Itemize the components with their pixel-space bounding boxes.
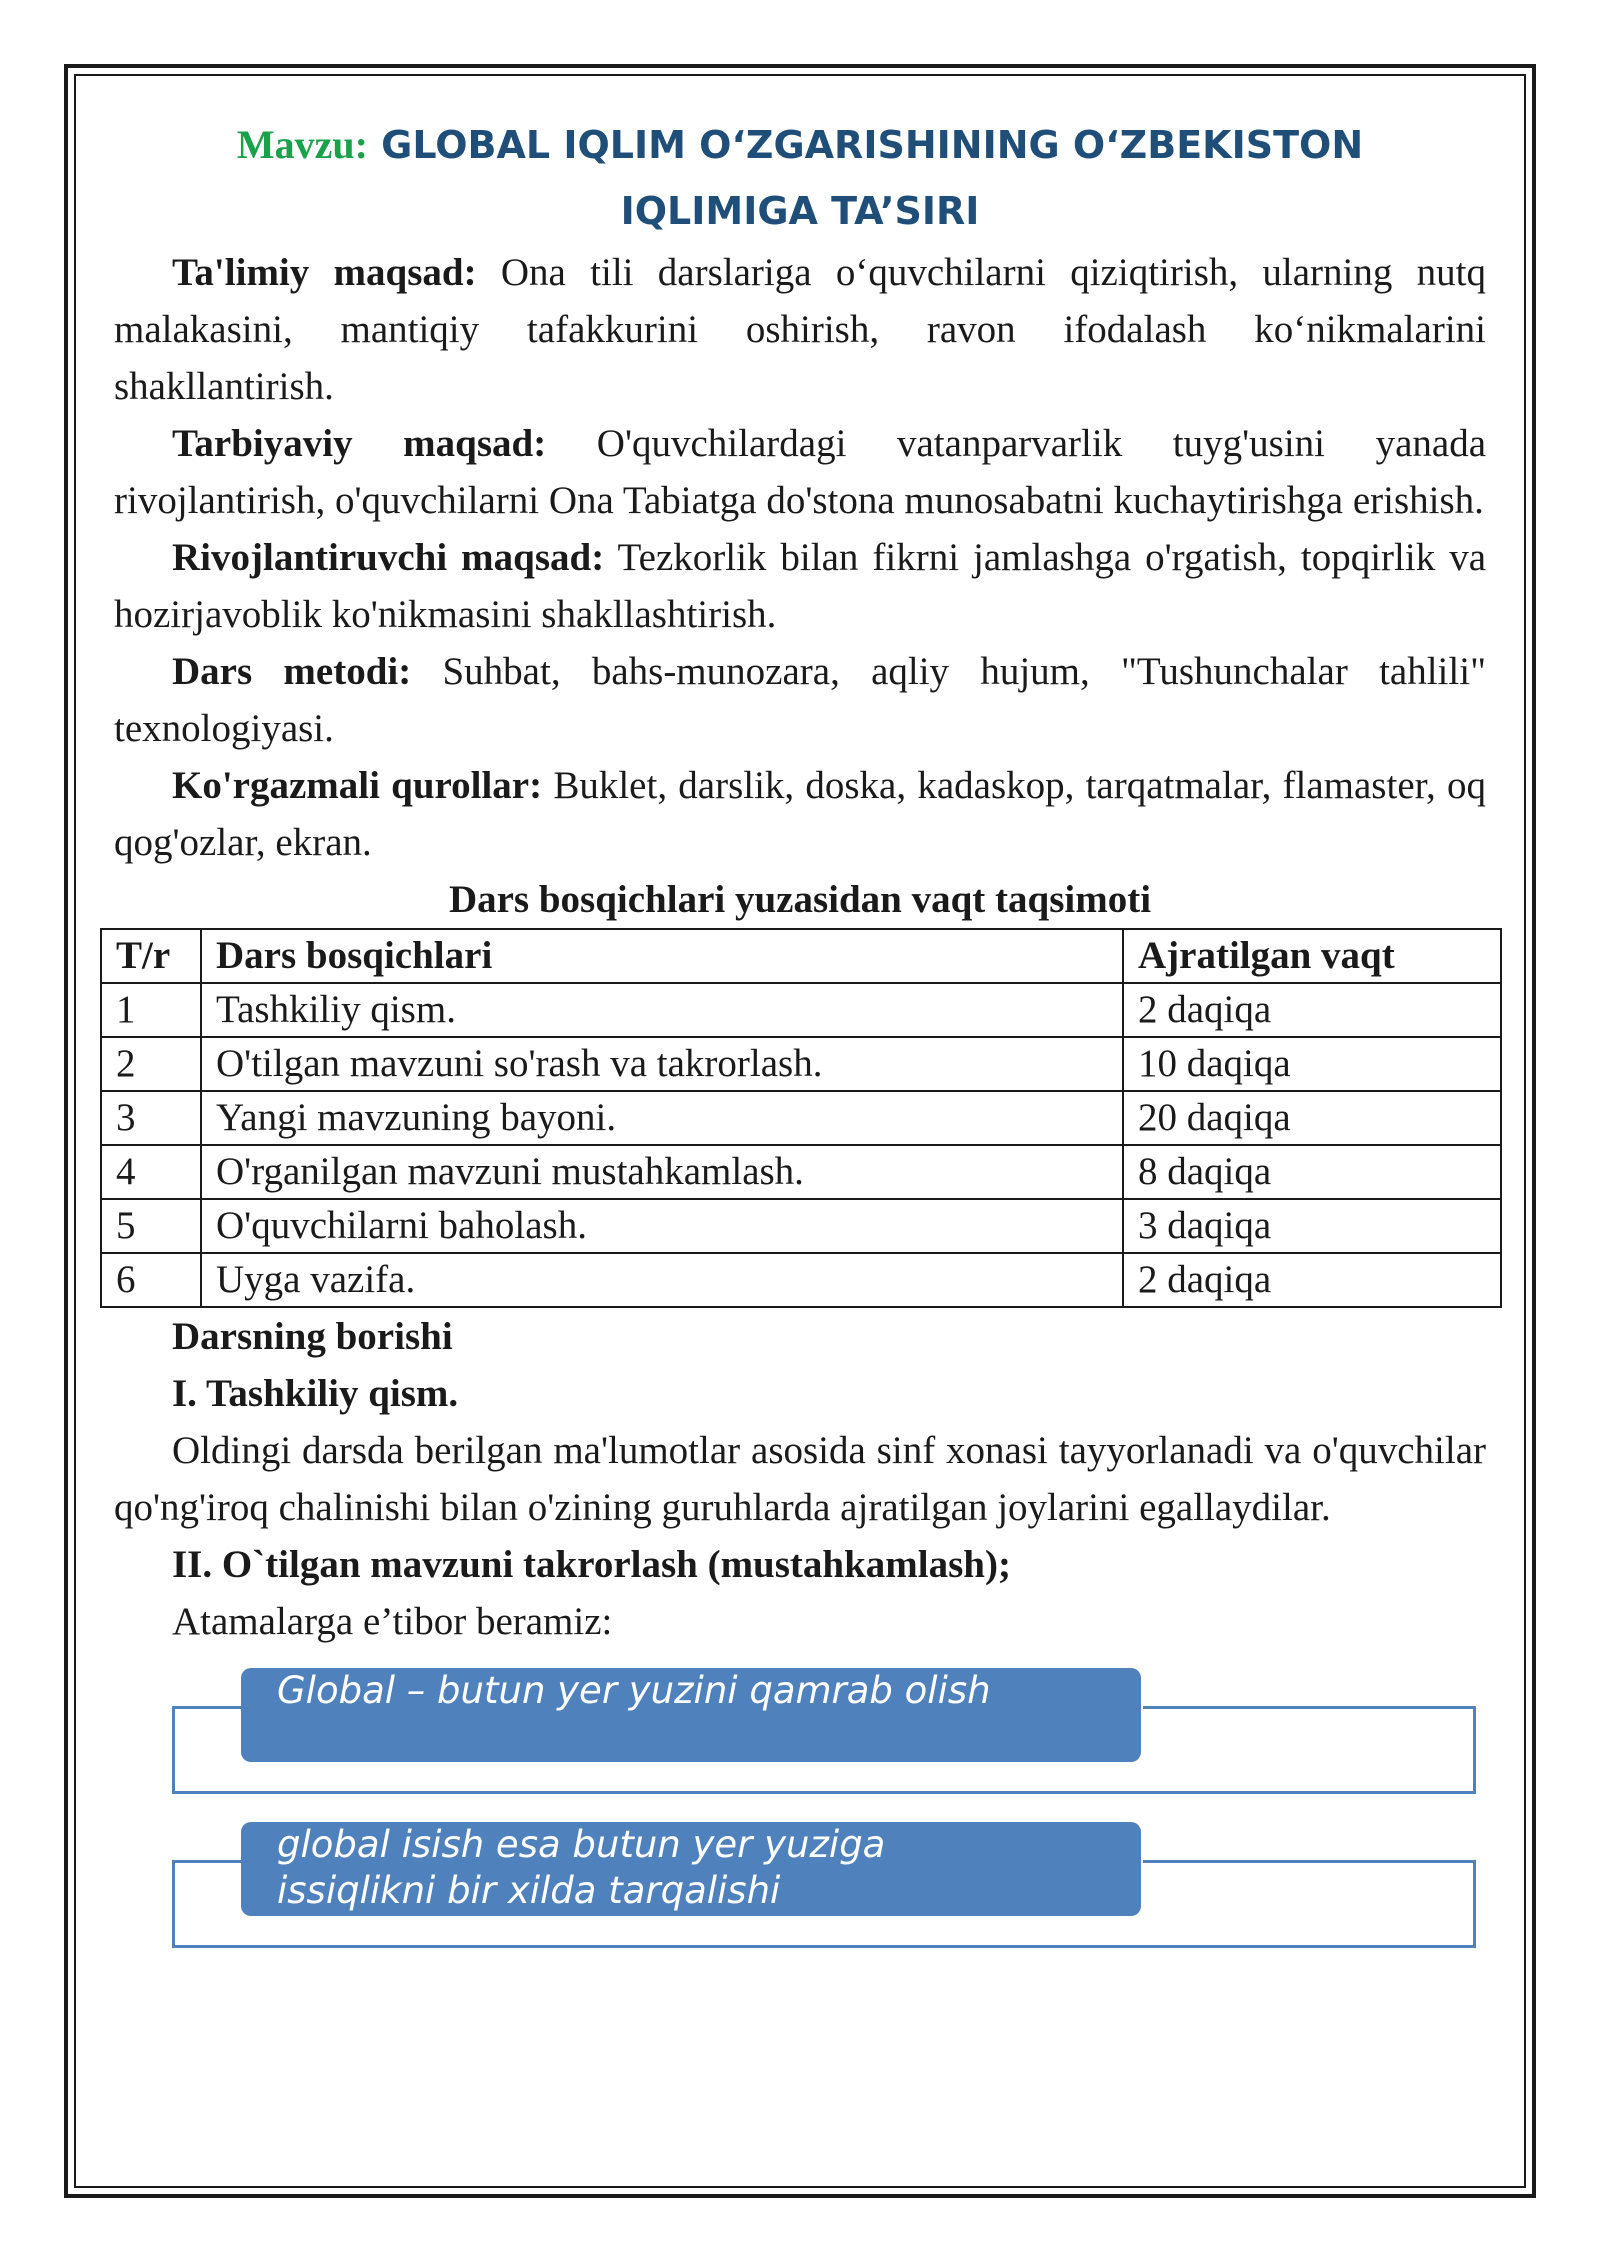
lesson-method: Dars metodi: Suhbat, bahs-munozara, aqliy hujum, "Tushunchalar tahlili" texnologiyasi. (114, 650, 1486, 750)
part2-heading: II. O`tilgan mavzuni takrorlash (mustahkamlash); (172, 1543, 1011, 1586)
title-lead: Mavzu: (236, 122, 368, 167)
visual-aids: Ko'rgazmali qurollar: Buklet, darslik, doska, kadaskop, tarqatmalar, flamaster, oq qog'ozlar, ekran. (114, 764, 1487, 864)
title-line-1: GLOBAL IQLIM O‘ZGARISHINING O‘ZBEKISTON (381, 123, 1364, 167)
table-row: 6 Uyga vazifa. 2 daqiqa (101, 1253, 1501, 1307)
document-title (114, 112, 1486, 244)
goal-educational: Ta'limiy maqsad: Ona tili darslariga o‘quvchilarni qiziqtirish, ularning nutq malakasini, mantiqiy tafakkurini oshirish, ravon ifodalash ko‘nikmalarini shakllantirish. (114, 251, 1487, 408)
table-row: 5 O'quvchilarni baholash. 3 daqiqa (101, 1199, 1501, 1253)
part2-intro: Atamalarga e’tibor beramiz: (172, 1600, 613, 1643)
term-box-global: Global – butun yer yuzini qamrab olish (241, 1668, 1141, 1762)
table-row: 3 Yangi mavzuning bayoni. 20 daqiqa (101, 1091, 1501, 1145)
schedule-heading: Dars bosqichlari yuzasidan vaqt taqsimoti (448, 878, 1152, 921)
header-time: Ajratilgan vaqt (1123, 929, 1501, 983)
document-body (114, 112, 1486, 1990)
lesson-progress-heading: Darsning borishi (172, 1315, 453, 1358)
goal-upbringing: Tarbiyaviy maqsad: O'quvchilardagi vatanparvarlik tuyg'usini yanada rivojlantirish, o'quvchilarni Ona Tabiatga do'stona munosabatni kuchaytirishga erishish. (114, 422, 1486, 522)
table-row: 4 O'rganilgan mavzuni mustahkamlash. 8 daqiqa (101, 1145, 1501, 1199)
table-row: 2 O'tilgan mavzuni so'rash va takrorlash. 10 daqiqa (101, 1037, 1501, 1091)
header-stage: Dars bosqichlari (201, 929, 1123, 983)
title-line-2: IQLIMIGA TA’SIRI (620, 189, 980, 233)
table-row: 1 Tashkiliy qism. 2 daqiqa (101, 983, 1501, 1037)
part1-heading: I. Tashkiliy qism. (172, 1372, 459, 1415)
schedule-table (100, 928, 1502, 1308)
term-box-global-warming: global isish esa butun yer yuziga issiqlikni bir xilda tarqalishi (241, 1822, 1141, 1916)
header-number: T/r (101, 929, 201, 983)
terms-diagram (114, 1660, 1486, 1990)
goal-developing: Rivojlantiruvchi maqsad: Tezkorlik bilan fikrni jamlashga o'rgatish, topqirlik va hozirjavoblik ko'nikmasini shakllashtirish. (114, 536, 1487, 636)
part1-text: Oldingi darsda berilgan ma'lumotlar asosida sinf xonasi tayyorlanadi va o'quvchilar qo'ng'iroq chalinishi bilan o'zining guruhlarda ajratilgan joylarini egallaydilar. (114, 1429, 1486, 1529)
table-header-row (101, 929, 1501, 983)
